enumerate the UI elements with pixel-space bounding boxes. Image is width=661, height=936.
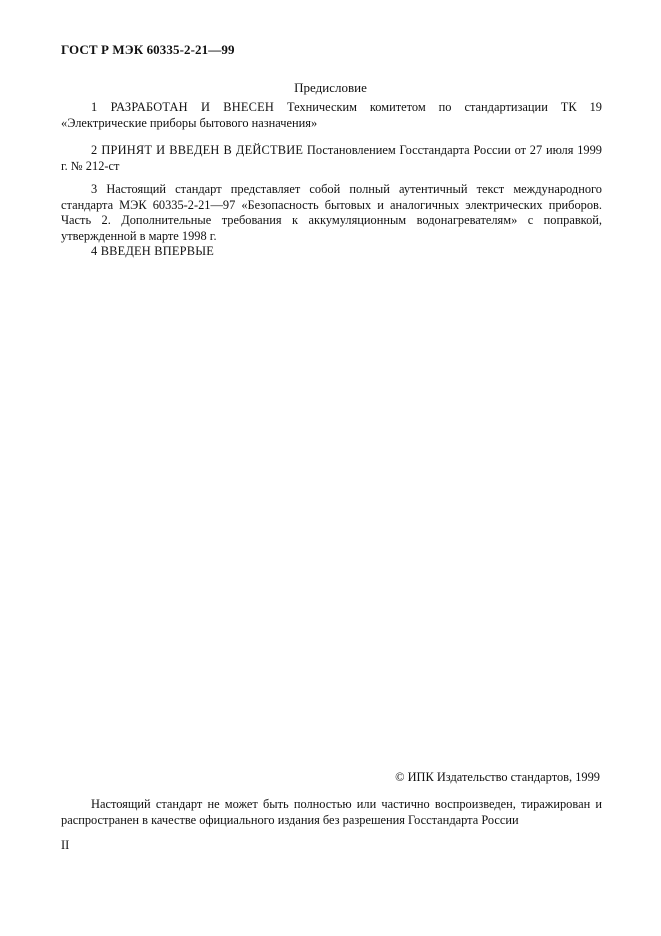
- foreword-item-1: [61, 100, 602, 131]
- foreword-title: Предисловие: [294, 80, 367, 95]
- foreword-item-4: [61, 244, 602, 260]
- foreword-item-1-text: Техническим комитетом по стандартизации ТК 19 «Электрические приборы бытового назначения»: [61, 100, 602, 130]
- foreword-item-1-lead: 1 РАЗРАБОТАН И ВНЕСЕН: [91, 100, 275, 114]
- foreword-item-2: [61, 143, 602, 174]
- foreword-item-2-lead: 2 ПРИНЯТ И ВВЕДЕН В ДЕЙСТВИЕ: [91, 143, 304, 157]
- reproduction-notice: Настоящий стандарт не может быть полностью или частично воспроизведен, тиражирован и распространен в качестве официального издания без разрешения Госстандарта России: [61, 797, 602, 827]
- page-number: II: [61, 838, 70, 852]
- foreword-item-2-text: Постановлением Госстандарта России от 27 июля 1999 г. № 212-ст: [61, 143, 602, 173]
- copyright-line: © ИПК Издательство стандартов, 1999: [395, 770, 600, 784]
- foreword-item-3-text: 3 Настоящий стандарт представляет собой полный аутентичный текст международного стандарта МЭК 60335-2-21—97 «Безопасность бытовых и аналогичных электрических приборов. Часть 2. Дополнительные требования к аккумуляционным водонагревателям» с поправкой, утвержденной в марте 1998 г.: [61, 182, 602, 243]
- foreword-item-4-lead: 4 ВВЕДЕН ВПЕРВЫЕ: [91, 244, 214, 258]
- document-code-header: ГОСТ Р МЭК 60335-2-21—99: [61, 42, 235, 57]
- foreword-item-3: [61, 182, 602, 244]
